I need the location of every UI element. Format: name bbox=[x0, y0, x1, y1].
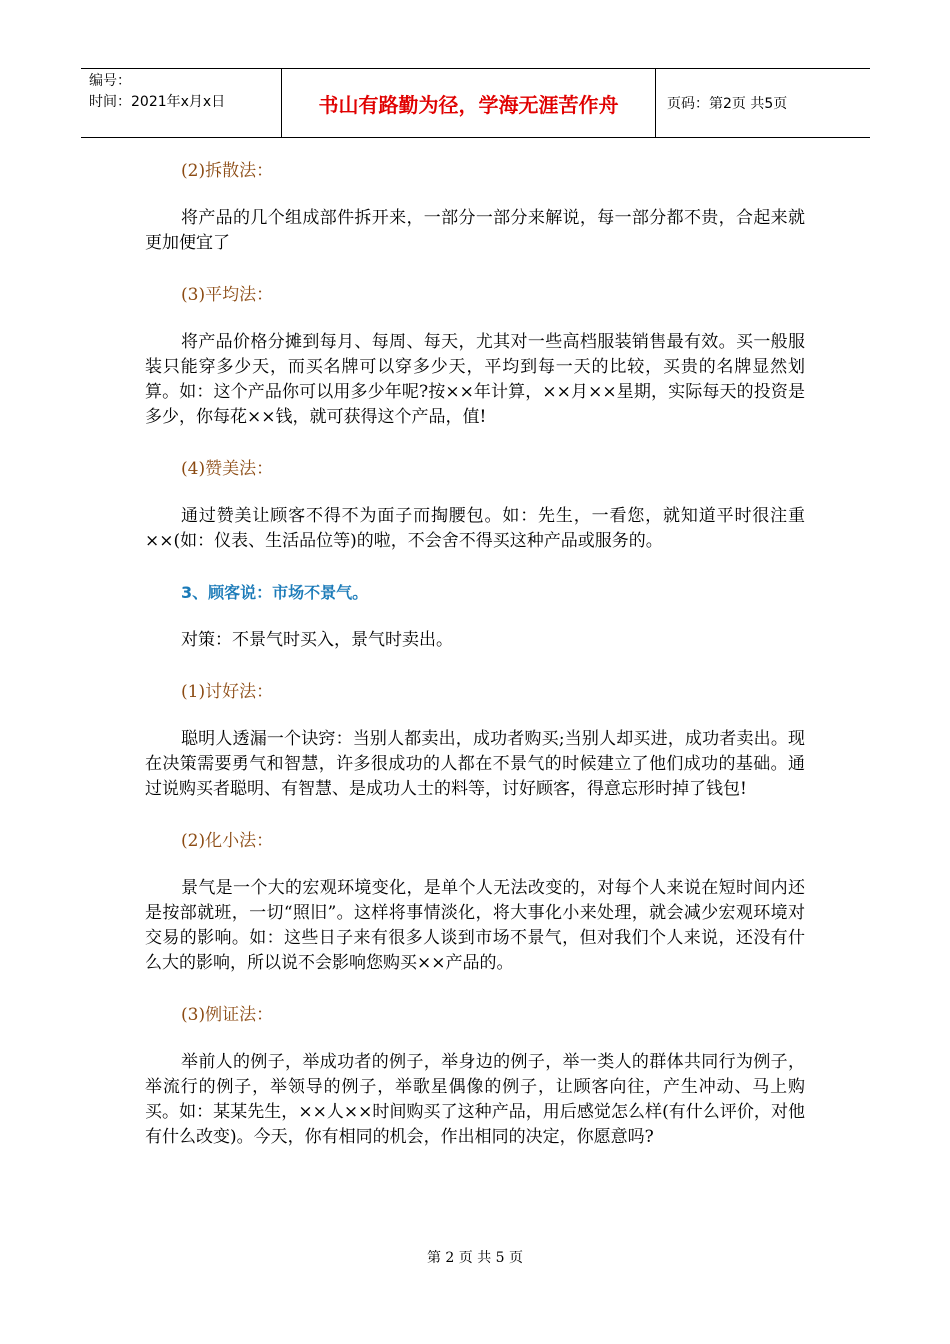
header-meta bbox=[81, 69, 282, 137]
subheading: (4)赞美法： bbox=[181, 459, 274, 479]
paragraph: 通过赞美让顾客不得不为面子而掏腰包。如：先生，一看您，就知道平时很注重××(如：仪表、生活品位等)的啦，不会舍不得买这种产品或服务的。 bbox=[145, 506, 805, 551]
paragraph: 将产品价格分摊到每月、每周、每天，尤其对一些高档服装销售最有效。买一般服装只能穿多少天，而买名牌可以穿多少天，平均到每一天的比较，买贵的名牌显然划算。如：这个产品你可以用多少年呢?按××年计算，××月××星期，实际每天的投资是多少，你每花××钱，就可获得这个产品，值! bbox=[145, 332, 805, 427]
page-header bbox=[81, 68, 870, 138]
header-page-label: 页码：第2页 共5页 bbox=[667, 96, 788, 112]
paragraph: 举前人的例子，举成功者的例子，举身边的例子，举一类人的群体共同行为例子，举流行的例子，举领导的例子，举歌星偶像的例子，让顾客向往，产生冲动、马上购买。如：某某先生，××人××时间购买了这种产品，用后感觉怎么样(有什么评价，对他有什么改变)。今天，你有相同的机会，作出相同的决定，你愿意吗? bbox=[145, 1052, 805, 1147]
page-footer: 第 2 页 共 5 页 bbox=[426, 1250, 524, 1266]
paragraph: 景气是一个大的宏观环境变化，是单个人无法改变的，对每个人来说在短时间内还是按部就班，一切“照旧”。这样将事情淡化，将大事化小来处理，就会减少宏观环境对交易的影响。如：这些日子来有很多人谈到市场不景气，但对我们个人来说，还没有什么大的影响，所以说不会影响您购买××产品的。 bbox=[145, 878, 805, 973]
subheading: (2)拆散法： bbox=[181, 161, 274, 181]
paragraph: 聪明人透漏一个诀窍：当别人都卖出，成功者购买;当别人却买进，成功者卖出。现在决策需要勇气和智慧，许多很成功的人都在不景气的时候建立了他们成功的基础。通过说购买者聪明、有智慧、是成功人士的料等，讨好顾客，得意忘形时掉了钱包! bbox=[145, 729, 805, 799]
section-heading: 3、顾客说：市场不景气。 bbox=[181, 583, 369, 602]
code-label: 编号： bbox=[89, 73, 131, 89]
header-motto: 书山有路勤为径，学海无涯苦作舟 bbox=[282, 69, 656, 137]
time-label: 时间：2021年x月x日 bbox=[89, 94, 226, 110]
subheading: (3)例证法： bbox=[181, 1005, 274, 1025]
subheading: (3)平均法： bbox=[181, 285, 274, 305]
paragraph: 将产品的几个组成部件拆开来，一部分一部分来解说，每一部分都不贵，合起来就更加便宜了 bbox=[145, 208, 805, 253]
subheading: (1)讨好法： bbox=[181, 682, 274, 702]
document-body bbox=[145, 158, 805, 1150]
paragraph: 对策：不景气时买入，景气时卖出。 bbox=[181, 630, 453, 650]
subheading: (2)化小法： bbox=[181, 831, 274, 851]
